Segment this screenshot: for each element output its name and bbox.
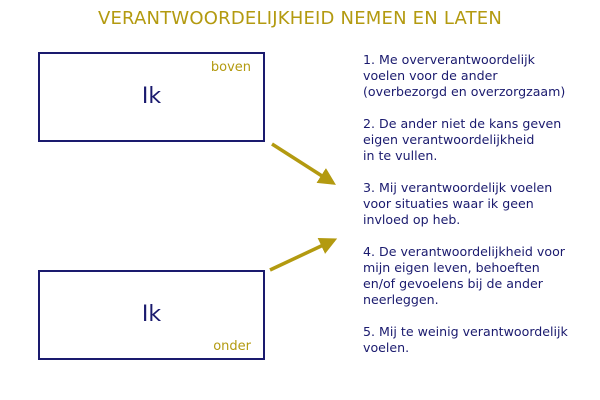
arrow-down-icon <box>272 144 333 183</box>
box-bottom-label: Ik <box>141 302 162 327</box>
list-item-line: in te vullen. <box>363 148 438 163</box>
list-item-line: 3. Mij verantwoordelijk voelen <box>363 180 553 195</box>
statement-list <box>363 52 595 372</box>
list-item-line: (overbezorgd en overzorgzaam) <box>363 84 566 99</box>
list-item <box>363 180 595 228</box>
arrow-up-icon <box>270 240 334 270</box>
box-top-label: Ik <box>141 84 162 109</box>
list-item <box>363 116 595 164</box>
list-item <box>363 244 595 308</box>
list-item-line: voor situaties waar ik geen <box>363 196 534 211</box>
list-item-line: 5. Mij te weinig verantwoordelijk <box>363 324 568 339</box>
list-item-line: en/of gevoelens bij de ander <box>363 276 543 291</box>
list-item-line: voelen voor de ander <box>363 68 498 83</box>
list-item-line: 4. De verantwoordelijkheid voor <box>363 244 565 259</box>
list-item-line: voelen. <box>363 340 410 355</box>
box-bottom-tag: onder <box>213 339 251 354</box>
box-top-tag: boven <box>210 60 251 75</box>
list-item <box>363 324 595 356</box>
list-item-line: mijn eigen leven, behoeften <box>363 260 540 275</box>
diagram-title: VERANTWOORDELIJKHEID NEMEN EN LATEN <box>97 8 503 29</box>
list-item-line: 2. De ander niet de kans geven <box>363 116 562 131</box>
list-item <box>363 52 595 100</box>
list-item-line: neerleggen. <box>363 292 439 307</box>
list-item-line: 1. Me oververantwoordelijk <box>363 52 535 67</box>
list-item-line: invloed op heb. <box>363 212 461 227</box>
list-item-line: eigen verantwoordelijkheid <box>363 132 535 147</box>
